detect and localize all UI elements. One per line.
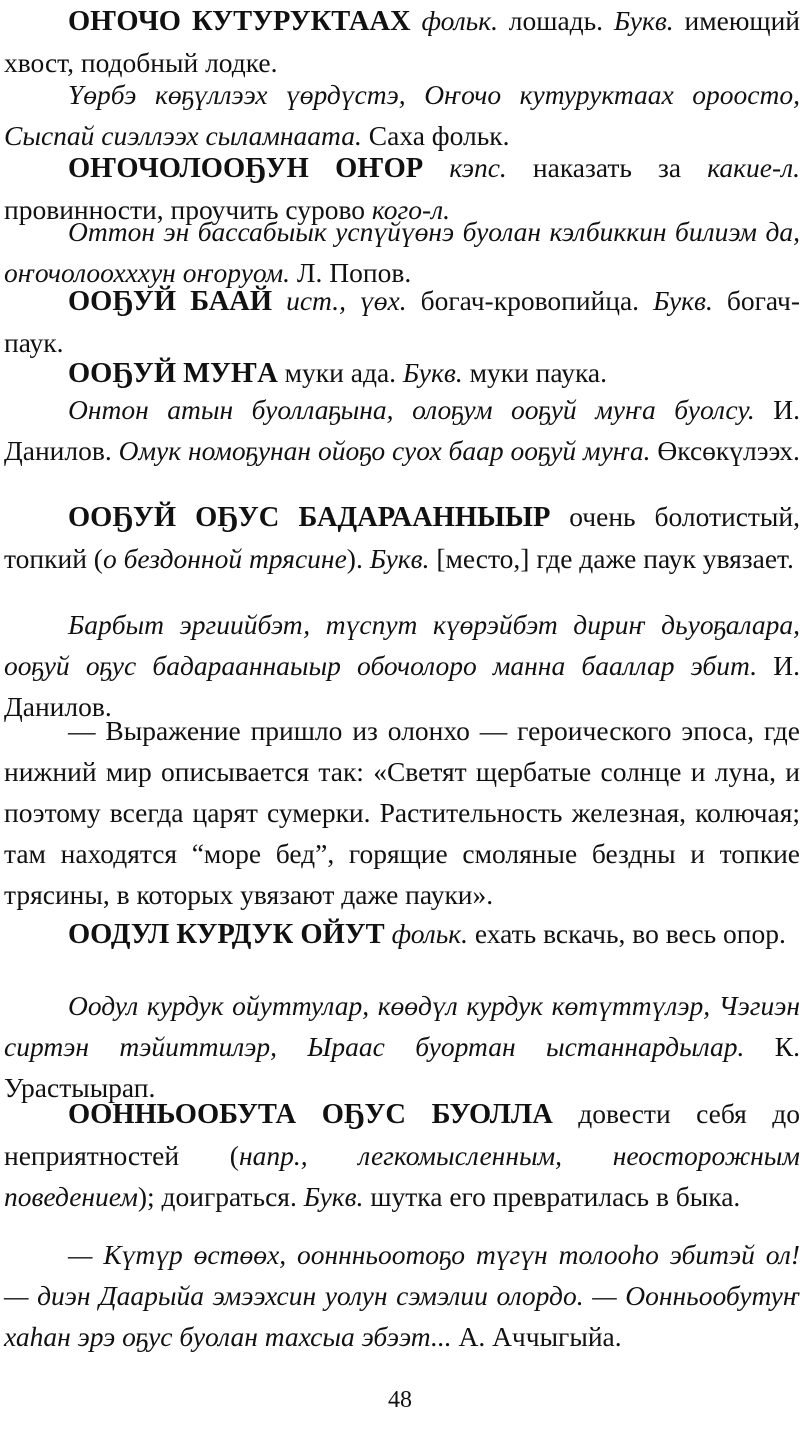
page-number: 48 (388, 1387, 412, 1413)
literal-mark: Букв. (402, 357, 463, 388)
entry-oogui-ogus-badaraannyyr (4, 496, 800, 579)
literal-mark: Букв. (653, 285, 713, 316)
literal-mark: Букв. (369, 543, 430, 574)
entry-oonnyoobuta-ogus-buolla (4, 1093, 800, 1217)
literal-mark: Букв. (303, 1181, 364, 1212)
gloss: ехать вскачь, во весь опор. (468, 918, 786, 949)
quote-text: — Күтүр өстөөх, ооннньоотоҕо түгүн толооhо эбитэй ол! — диэн Даарыйа эмээхсин уолун сэмэлии олордо. — Оонньообутуҥ хаһан эрэ оҕус буолан тахсыа эбээт... (4, 1239, 800, 1352)
quote-source: И. Данилов. (4, 394, 800, 466)
etymology-note (4, 710, 800, 915)
gloss-italic: кого-л. (371, 194, 450, 225)
quote-source: Өксөкүлээх. (650, 435, 800, 466)
usage-mark: фольк. (391, 918, 469, 949)
gloss: ). (346, 543, 370, 574)
gloss: ); доиграться. (137, 1181, 304, 1212)
quote-source: А. Аччыгыйа. (451, 1321, 622, 1352)
example-quote (4, 604, 800, 727)
literal-translation: богач-паук. (4, 285, 800, 358)
quote-source: Саха фольк. (361, 120, 510, 151)
quote-text: Оттон эн бассабыык успүйүөнэ буолан кэлбиккин билиэм да, оҥочолоохххун оҥоруом. (4, 216, 800, 288)
note-text: — Выражение пришло из олонхо — героического эпоса, где нижний мир описывается так: «Светят щербатые солнце и луна, и поэтому всегда царят сумерки. Растительность железная, колючая; там находятся “море бед”, горящие смоляные бездны и топкие трясины, в которых увязают даже пауки». (4, 715, 800, 910)
usage-mark: фольк. (421, 5, 498, 36)
literal-translation: имеющий хвост, подобный лодке. (4, 5, 800, 78)
literal-mark: Букв. (613, 5, 674, 36)
quote-text: Оодул курдук ойуттулар, көөдүл курдук көтүттүлэр, Чэгиэн сиртэн тэйиттилэр, Ыраас буортан ыстаннардылар. (4, 990, 800, 1062)
example-quote (4, 389, 800, 471)
example-quote (4, 74, 800, 156)
headword: ОҤОЧО КУТУРУКТААХ (68, 6, 411, 37)
gloss-italic: какие-л. (707, 152, 800, 183)
headword: ООҔУЙ БААЙ (68, 286, 273, 317)
gloss: довести себя до неприятностей ( (4, 1098, 800, 1171)
example-quote (4, 985, 800, 1108)
gloss: лошадь. (497, 5, 614, 36)
gloss: очень болотистый, топкий ( (4, 501, 800, 574)
entry-ongocho-kuturuktaah (4, 0, 800, 83)
example-quote (4, 1234, 800, 1357)
headword: ОҤОЧОЛООҔУН ОҤОР (68, 153, 424, 184)
headword: ООҔУЙ ОҔУС БАДАРААННЫЫР (68, 502, 551, 533)
literal-translation: шутка его превратилась в быка. (363, 1181, 741, 1212)
quote-source: И. Данилов. (4, 650, 800, 722)
quote-text: Омук номоҕунан ойоҕо суох баар ооҕуй муҥа. (118, 435, 651, 466)
headword: ООДУЛ КУРДУК ОЙУТ (68, 919, 385, 950)
usage-mark: кэпс. (449, 152, 507, 183)
quote-source: К. Урастыырап. (4, 1031, 800, 1103)
quote-text: Барбыт эргиийбэт, түспут күөрэйбэт дириҥ дьуоҕалара, ооҕуй оҕус бадарааннаыыр обочолоро манна бааллар эбит. (4, 609, 800, 681)
entry-oodul-kurduk-oiut (4, 913, 800, 955)
gloss: богач-кровопийца. (406, 285, 654, 316)
headword: ООННЬООБУТА ОҔУС БУОЛЛА (68, 1099, 553, 1130)
gloss: наказать за (506, 152, 708, 183)
gloss-italic: о бездонной трясине (102, 543, 347, 574)
quote-source: Л. Попов. (290, 257, 412, 288)
usage-mark: ист., үөх. (286, 285, 407, 316)
literal-translation: муки паука. (462, 357, 607, 388)
gloss: муки ада. (277, 357, 403, 388)
literal-translation: [место,] где даже паук увязает. (429, 543, 794, 574)
gloss-italic: напр., легкомысленным, неосторожным поведением (4, 1140, 800, 1212)
entry-oogui-baai (4, 280, 800, 363)
entry-oogui-munga (4, 352, 800, 394)
quote-text: Үөрбэ көҕүллээх үөрдүстэ, Оҥочо кутуруктаах ороосто, Сыспай сиэллээх сыламнаата. (4, 79, 800, 151)
quote-text: Онтон атын буоллаҕына, олоҕум ооҕуй муҥа буолсу. (68, 394, 755, 425)
headword: ООҔУЙ МУҤА (68, 358, 278, 389)
gloss: провинности, проучить сурово (4, 194, 372, 225)
